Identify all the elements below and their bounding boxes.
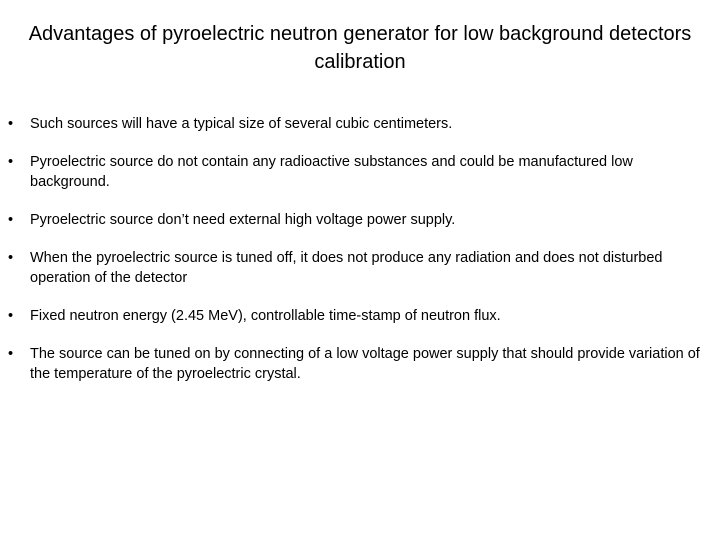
bullet-text: The source can be tuned on by connecting of a low voltage power supply that should provide variation of the temperature of the pyroelectric crystal. (30, 346, 700, 382)
bullet-marker: • (8, 346, 14, 362)
bullet-marker: • (8, 154, 14, 170)
bullet-item (8, 344, 708, 384)
bullet-item (8, 114, 708, 134)
bullet-marker: • (8, 250, 14, 266)
bullet-text: Pyroelectric source don’t need external high voltage power supply. (30, 212, 456, 228)
bullet-marker: • (8, 212, 14, 228)
bullet-text: When the pyroelectric source is tuned off, it does not produce any radiation and does not disturbed operation of the detector (30, 250, 663, 286)
bullet-item (8, 210, 708, 230)
bullet-item (8, 306, 708, 326)
bullet-list (8, 114, 708, 402)
bullet-marker: • (8, 308, 14, 324)
bullet-marker: • (8, 116, 14, 132)
bullet-text: Pyroelectric source do not contain any radioactive substances and could be manufactured low background. (30, 154, 633, 190)
bullet-item (8, 248, 708, 288)
bullet-text: Such sources will have a typical size of several cubic centimeters. (30, 116, 453, 132)
bullet-text: Fixed neutron energy (2.45 MeV), controllable time-stamp of neutron flux. (30, 308, 501, 324)
slide-title: Advantages of pyroelectric neutron generator for low background detectors calibration (28, 23, 692, 73)
bullet-item (8, 152, 708, 192)
